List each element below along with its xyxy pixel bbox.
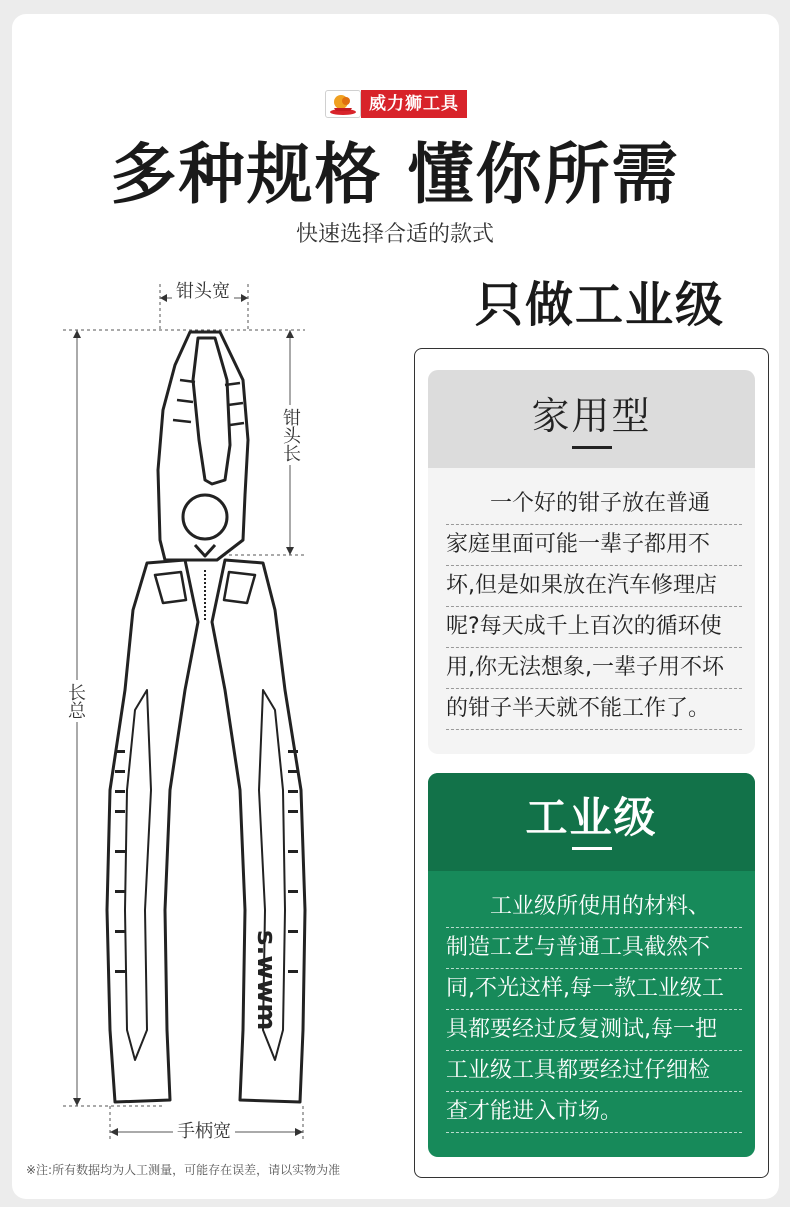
industrial-box — [428, 773, 755, 1157]
industrial-text — [446, 887, 742, 1133]
page-headline: 多种规格 懂你所需 — [110, 136, 680, 213]
text-line: 制造工艺与普通工具截然不 — [446, 928, 742, 969]
text-line: 工业级工具都要经过仔细检 — [446, 1051, 742, 1092]
home-use-text — [446, 484, 742, 730]
measurement-footnote: ※注:所有数据均为人工测量，可能存在误差，请以实物为准 — [26, 1163, 341, 1177]
text-line: 用,你无法想象,一辈子用不坏 — [446, 648, 742, 689]
text-line: 家庭里面可能一辈子都用不 — [446, 525, 742, 566]
page-subline: 快速选择合适的款式 — [295, 222, 494, 247]
text-line: 同,不光这样,每一款工业级工 — [446, 969, 742, 1010]
handle-width-label: 手柄宽 — [173, 1120, 235, 1144]
lion-logo-icon — [325, 90, 361, 118]
brand-logo — [325, 90, 467, 118]
text-line: 查才能进入市场。 — [446, 1092, 742, 1133]
text-line: 一个好的钳子放在普通 — [446, 484, 742, 525]
industrial-only-title: 只做工业级 — [474, 277, 725, 333]
brand-name: 威力狮工具 — [361, 90, 467, 118]
text-line: 的钳子半天就不能工作了。 — [446, 689, 742, 730]
text-line: 具都要经过反复测试,每一把 — [446, 1010, 742, 1051]
pliers-drawing — [55, 270, 415, 1150]
title-underline — [572, 446, 612, 449]
text-line: 坏,但是如果放在汽车修理店 — [446, 566, 742, 607]
home-use-title: 家用型 — [531, 394, 652, 438]
handle-brand-text: s.wwm — [251, 930, 281, 1031]
text-line: 呢?每天成千上百次的循环使 — [446, 607, 742, 648]
total-length-label: 长总 — [65, 680, 87, 722]
industrial-title: 工业级 — [525, 793, 658, 842]
head-width-label: 钳头宽 — [172, 280, 234, 304]
industrial-header — [428, 773, 755, 871]
home-use-box — [428, 370, 755, 754]
head-length-label: 钳头长 — [280, 405, 302, 465]
text-line: 工业级所使用的材料、 — [446, 887, 742, 928]
title-underline — [572, 847, 612, 850]
pliers-diagram — [55, 270, 415, 1150]
home-use-header — [428, 370, 755, 468]
